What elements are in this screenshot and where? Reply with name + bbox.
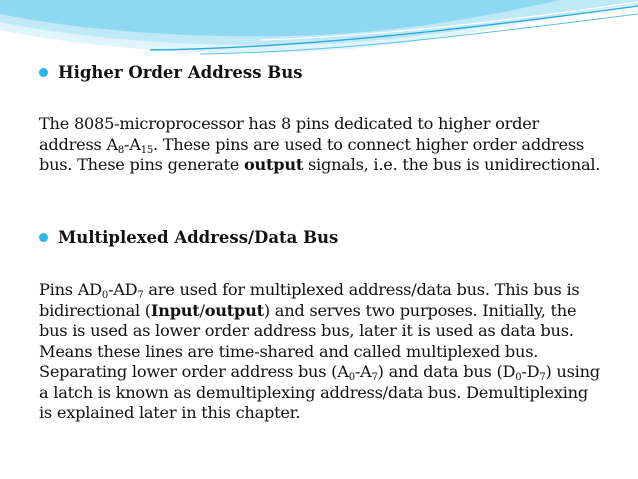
- bullet-icon: [39, 68, 48, 77]
- section-2-heading-row: [39, 228, 338, 247]
- header-wave-decoration: [0, 0, 638, 70]
- section-2-paragraph: Pins $AD_0-AD_7$ are used for multiplexed address/data bus. This bus is bidirectional (Input/output) and serves two purposes. Initially, the bus is used as lower order address bus, later it is used as data bus. Means these lines are time-shared and called multiplexed bus. Separating lower order address bus $(A_0-A_7)$ and data bus $(D_0-D_7)$ using a latch is known as demultiplexing address/data bus. Demultiplexing is explained later in this chapter.: [39, 280, 600, 422]
- section-1-heading-row: [39, 63, 303, 82]
- section-2-heading: Multiplexed Address/Data Bus: [58, 228, 339, 247]
- bullet-icon: [39, 233, 48, 242]
- section-1-heading: Higher Order Address Bus: [58, 63, 303, 82]
- section-1-paragraph: The 8085-microprocessor has 8 pins dedicated to higher order address $A_8-A_{15}$. These pins are used to connect higher order address bus. These pins generate output signals, i.e. the bus is unidirectional.: [39, 114, 601, 174]
